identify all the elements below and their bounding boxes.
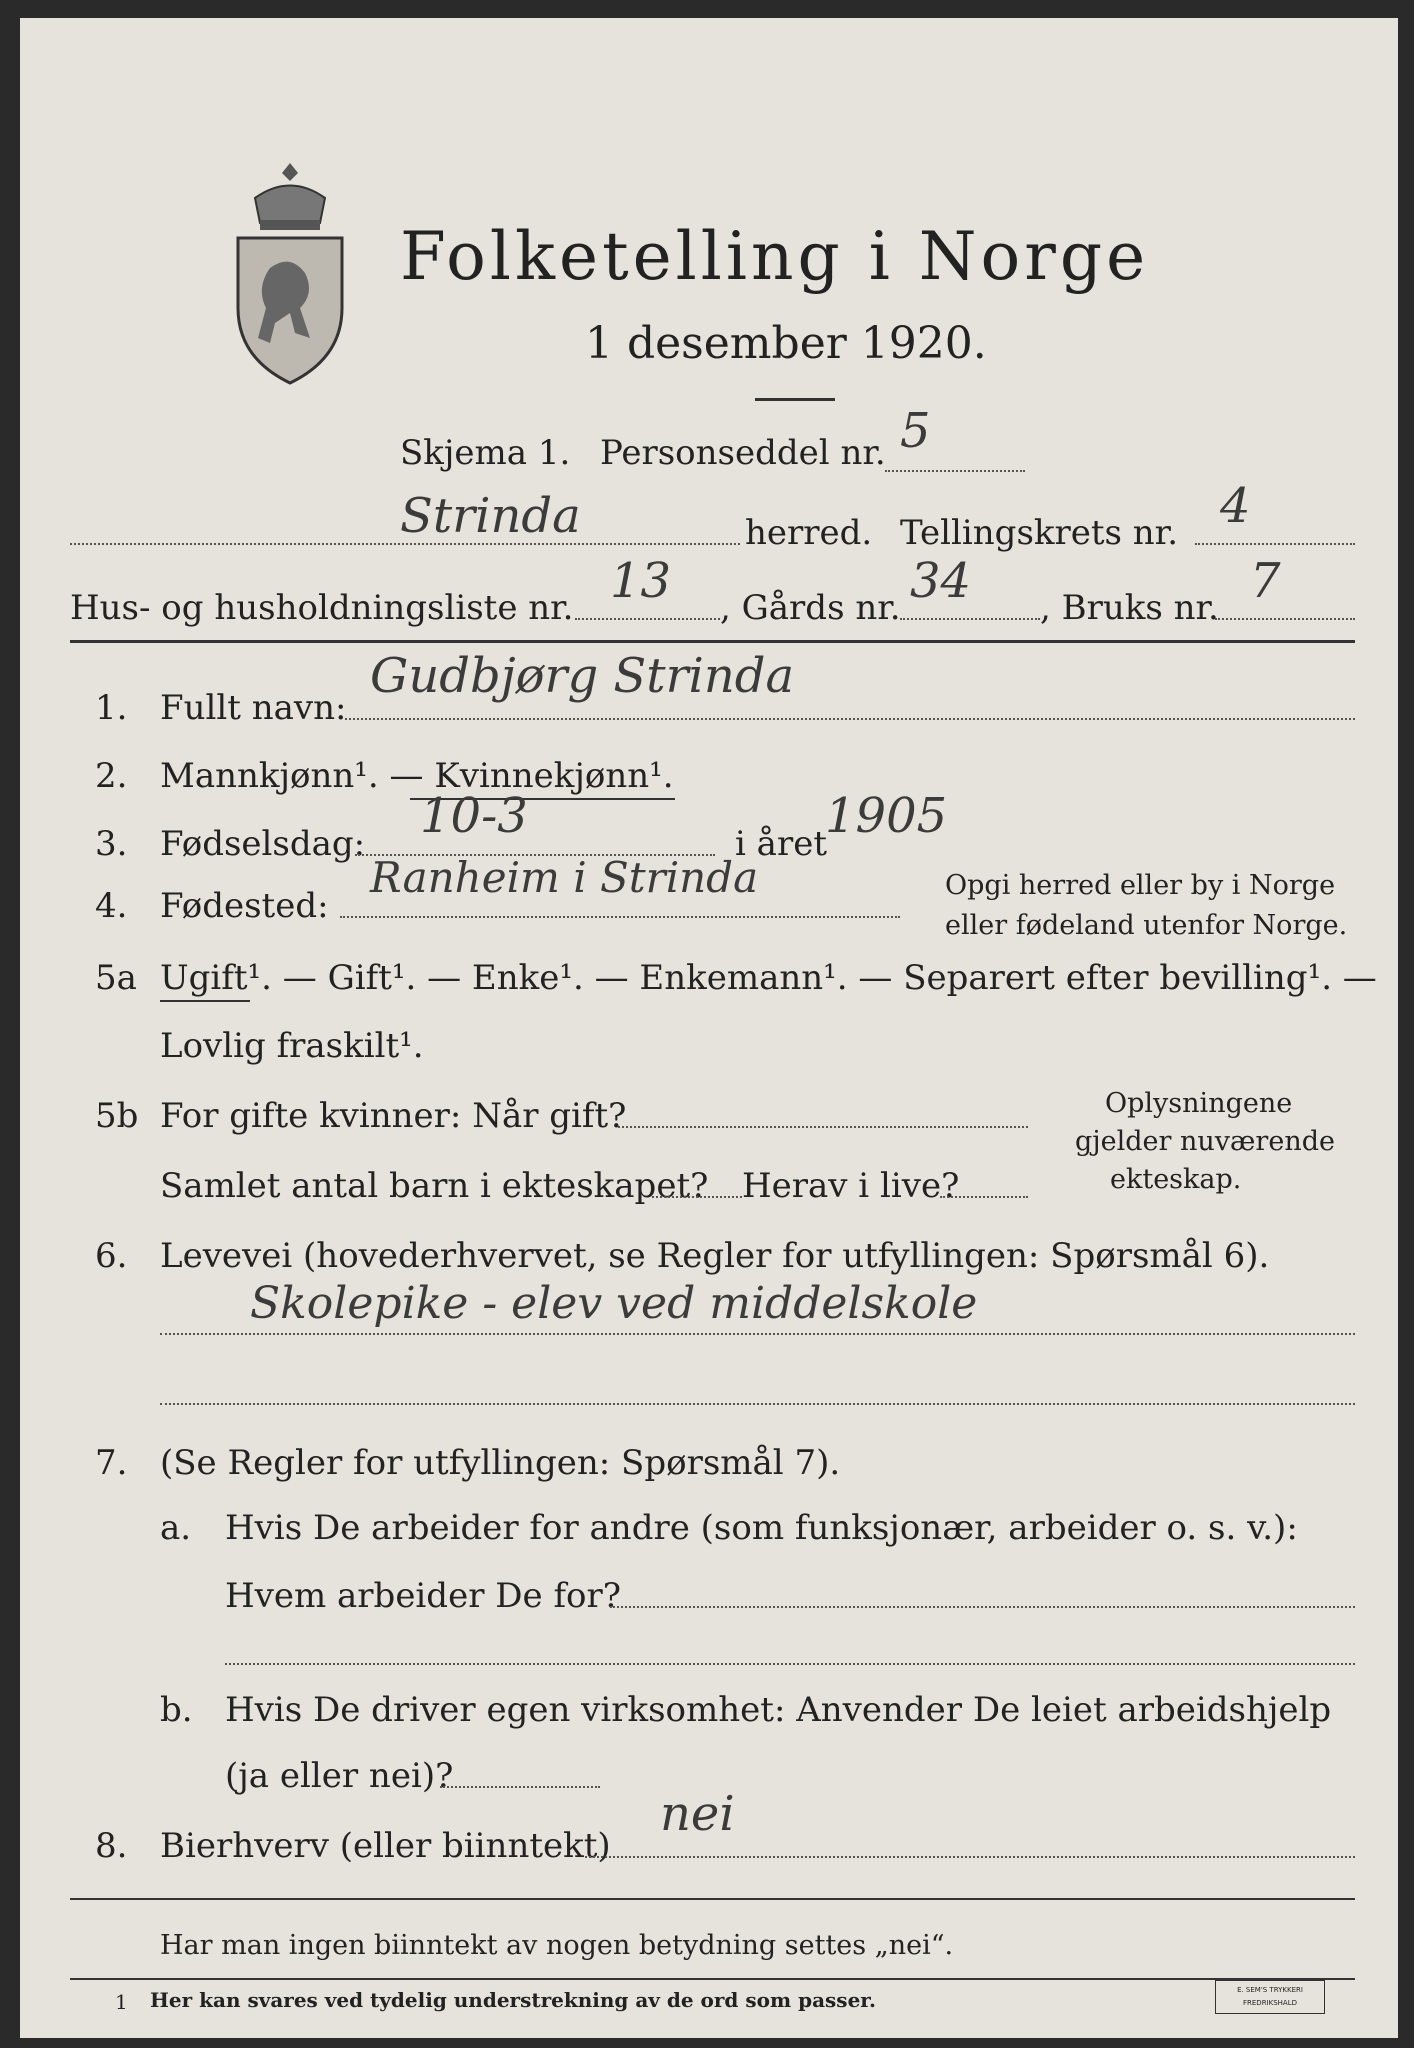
hus-value: 13 xyxy=(610,553,672,609)
footnote-text: Her kan svares ved tydelig understrekning av de ord som passer. xyxy=(150,1988,876,2012)
q4-field[interactable] xyxy=(340,916,900,918)
bruks-label: , Bruks nr. xyxy=(1040,588,1219,628)
q4-number: 4. xyxy=(95,886,128,926)
q5b-note-1: Oplysningene xyxy=(1105,1088,1293,1119)
skjema-label: Skjema 1. xyxy=(400,433,571,473)
tellingskrets-label: Tellingskrets nr. xyxy=(900,513,1179,553)
q7b-field[interactable] xyxy=(440,1786,600,1788)
q5b-children-field[interactable] xyxy=(652,1196,742,1198)
q6-label: Levevei (hovederhvervet, se Regler for utfyllingen: Spørsmål 6). xyxy=(160,1236,1270,1276)
q4-note-1: Opgi herred eller by i Norge xyxy=(945,870,1336,901)
q1-label: Fullt navn: xyxy=(160,688,347,728)
tellingskrets-value: 4 xyxy=(1220,478,1251,534)
hus-label: Hus- og husholdningsliste nr. xyxy=(70,588,574,628)
q4-label: Fødested: xyxy=(160,886,329,926)
q3-label: Fødselsdag: xyxy=(160,824,366,864)
footer-note: Har man ingen biinntekt av nogen betydning settes „nei“. xyxy=(160,1930,954,1961)
q5b-number: 5b xyxy=(95,1096,139,1136)
q5a-underline xyxy=(160,1000,250,1002)
q6-field-2[interactable] xyxy=(160,1403,1355,1405)
q7b-label-2: (ja eller nei)? xyxy=(225,1756,454,1796)
q8-value: nei xyxy=(660,1786,735,1842)
coat-of-arms-icon xyxy=(230,158,350,388)
tellingskrets-field[interactable] xyxy=(1195,543,1355,545)
q3-number: 3. xyxy=(95,824,128,864)
q1-number: 1. xyxy=(95,688,128,728)
q3-value: 10-3 xyxy=(420,788,528,844)
q1-field[interactable] xyxy=(345,718,1355,720)
herred-label: herred. xyxy=(745,513,873,553)
personseddel-value: 5 xyxy=(900,403,931,459)
printer-mark xyxy=(1215,1980,1325,2014)
q1-value: Gudbjørg Strinda xyxy=(370,648,795,704)
q7b-number: b. xyxy=(160,1690,193,1730)
q5a-label: Ugift¹. — Gift¹. — Enke¹. — Enkemann¹. — Separert efter bevilling¹. — xyxy=(160,958,1377,998)
q5a-number: 5a xyxy=(95,958,137,998)
personseddel-field[interactable] xyxy=(885,470,1025,472)
bruks-value: 7 xyxy=(1250,553,1281,609)
q5b-label-3: Herav i live? xyxy=(742,1166,960,1206)
q7a-label: Hvis De arbeider for andre (som funksjonær, arbeider o. s. v.): xyxy=(225,1508,1298,1548)
q5b-note-2: gjelder nuværende xyxy=(1075,1126,1335,1157)
page-title: Folketelling i Norge xyxy=(400,218,1150,295)
q5b-label: For gifte kvinner: Når gift? xyxy=(160,1096,627,1136)
footnote-divider xyxy=(70,1978,1355,1980)
q6-value: Skolepike - elev ved middelskole xyxy=(250,1278,978,1329)
gards-label: , Gårds nr. xyxy=(720,588,901,628)
q6-field-1[interactable] xyxy=(160,1333,1355,1335)
header-divider xyxy=(70,640,1355,643)
q8-label: Bierhverv (eller biinntekt) xyxy=(160,1826,611,1866)
bruks-field[interactable] xyxy=(1215,618,1355,620)
q7b-label: Hvis De driver egen virksomhet: Anvender De leiet arbeidshjelp xyxy=(225,1690,1332,1730)
title-divider xyxy=(755,398,835,401)
q7a-number: a. xyxy=(160,1508,192,1548)
q4-note-2: eller fødeland utenfor Norge. xyxy=(945,910,1348,941)
q6-number: 6. xyxy=(95,1236,128,1276)
q4-value: Ranheim i Strinda xyxy=(370,853,759,902)
q7a-label-2: Hvem arbeider De for? xyxy=(225,1576,621,1616)
q5b-note-3: ekteskap. xyxy=(1110,1164,1242,1195)
footer-divider xyxy=(70,1898,1355,1900)
q7-number: 7. xyxy=(95,1443,128,1483)
footnote-number: 1 xyxy=(115,1990,128,2014)
gards-value: 34 xyxy=(910,553,972,609)
q7-label: (Se Regler for utfyllingen: Spørsmål 7). xyxy=(160,1443,841,1483)
gards-field[interactable] xyxy=(900,618,1040,620)
q2-number: 2. xyxy=(95,756,128,796)
q7a-field-1[interactable] xyxy=(610,1606,1355,1608)
q8-field[interactable] xyxy=(585,1856,1355,1858)
q3-year-value: 1905 xyxy=(825,788,948,844)
q5b-married-field[interactable] xyxy=(618,1126,1028,1128)
herred-value: Strinda xyxy=(400,488,581,544)
q2-label: Mannkjønn¹. — Kvinnekjønn¹. xyxy=(160,756,674,796)
q5a-label-2: Lovlig fraskilt¹. xyxy=(160,1026,424,1066)
q7a-field-2[interactable] xyxy=(225,1663,1355,1665)
q5b-alive-field[interactable] xyxy=(940,1196,1028,1198)
census-form-page xyxy=(20,18,1398,2038)
q3-year-label: i året xyxy=(735,824,827,864)
printer-line-2: FREDRIKSHALD xyxy=(1242,1999,1297,2007)
q5b-label-2: Samlet antal barn i ekteskapet? xyxy=(160,1166,709,1206)
q8-number: 8. xyxy=(95,1826,128,1866)
census-date: 1 desember 1920. xyxy=(585,318,987,369)
personseddel-label: Personseddel nr. xyxy=(600,433,886,473)
hus-field[interactable] xyxy=(575,618,720,620)
printer-line-1: E. SEM'S TRYKKERI xyxy=(1237,1986,1303,1994)
